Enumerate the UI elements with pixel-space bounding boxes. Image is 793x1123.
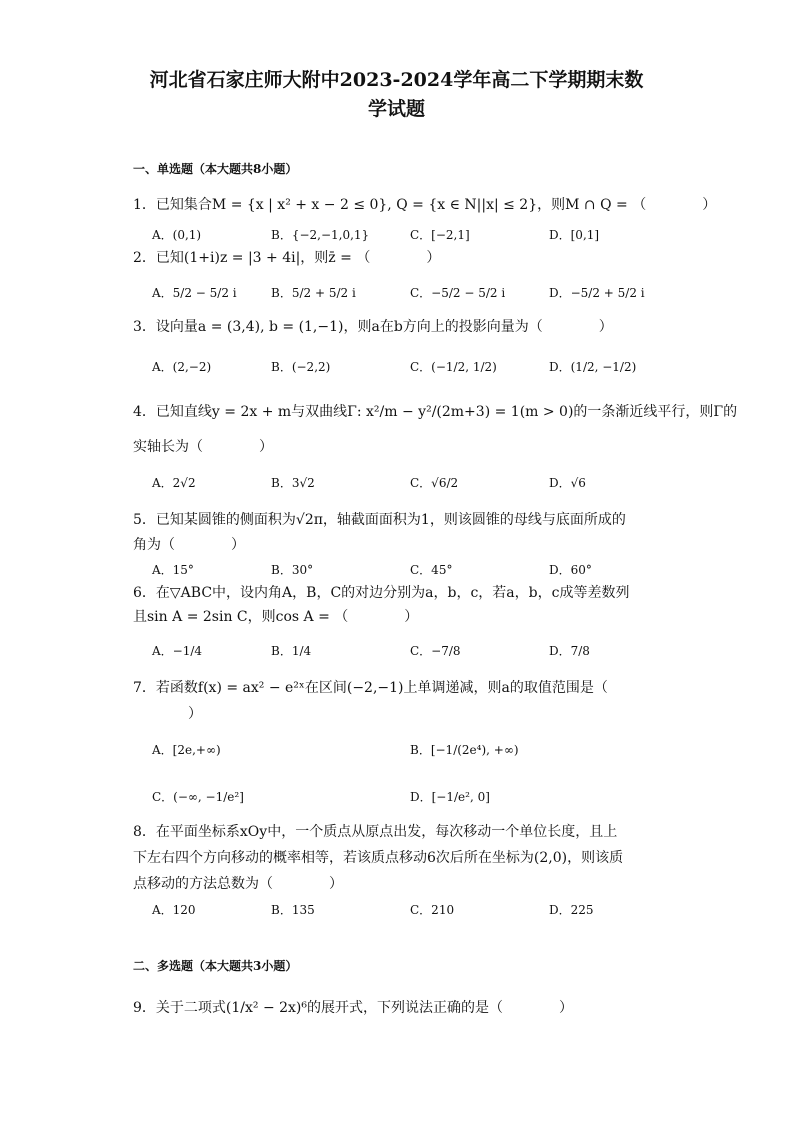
question-3-option-d: D．(1/2, −1/2) xyxy=(549,360,637,374)
question-1-option-b: B．{−2,−1,0,1} xyxy=(271,228,370,242)
question-8-option-c: C．210 xyxy=(410,903,455,917)
question-5-option-c: C．45° xyxy=(410,563,453,577)
question-7-option-a: A．[2e,+∞) xyxy=(152,743,221,757)
question-7-option-b: B．[−1/(2e⁴), +∞) xyxy=(410,743,519,757)
question-2-option-a: A．5/2 − 5/2 i xyxy=(152,286,237,300)
question-1-option-d: D．[0,1] xyxy=(549,228,600,242)
question-1-option-c: C．[−2,1] xyxy=(410,228,470,242)
question-1-option-a: A．(0,1) xyxy=(152,228,202,242)
section-heading-single-choice: 一、单选题（本大题共8小题） xyxy=(133,162,298,176)
question-3-option-b: B．(−2,2) xyxy=(271,360,331,374)
question-7-stem-line-2: ） xyxy=(188,706,202,722)
question-6-option-c: C．−7/8 xyxy=(410,644,461,658)
title-line-1: 河北省石家庄师大附中2023-2024学年高二下学期期末数 xyxy=(149,69,644,91)
question-5-option-d: D．60° xyxy=(549,563,592,577)
question-8-option-a: A．120 xyxy=(152,903,196,917)
question-5-option-b: B．30° xyxy=(271,563,314,577)
question-5-option-a: A．15° xyxy=(152,563,194,577)
question-4-option-b: B．3√2 xyxy=(271,476,315,490)
question-1-stem: 1．已知集合M = {x | x² + x − 2 ≤ 0}, Q = {x ∈ N||x| ≤ 2}，则M ∩ Q = （ ） xyxy=(133,197,717,213)
question-8-option-b: B．135 xyxy=(271,903,315,917)
question-2-option-d: D．−5/2 + 5/2 i xyxy=(549,286,645,300)
title-line-2: 学试题 xyxy=(367,98,425,120)
question-7-option-c: C．(−∞, −1/e²] xyxy=(152,790,244,804)
question-3-option-c: C．(−1/2, 1/2) xyxy=(410,360,497,374)
question-7-option-d: D．[−1/e², 0] xyxy=(410,790,490,804)
question-8-option-d: D．225 xyxy=(549,903,594,917)
question-6-option-b: B．1/4 xyxy=(271,644,312,658)
question-5-stem-line-1: 5．已知某圆锥的侧面积为√2π，轴截面面积为1，则该圆锥的母线与底面所成的 xyxy=(133,512,626,528)
question-8-stem-line-1: 8．在平面坐标系xOy中，一个质点从原点出发，每次移动一个单位长度，且上 xyxy=(133,824,618,840)
question-4-stem-line-1: 4．已知直线y = 2x + m与双曲线Γ: x²/m − y²/(2m+3) = 1(m > 0)的一条渐近线平行，则Γ的 xyxy=(133,404,738,420)
question-8-stem-line-2: 下左右四个方向移动的概率相等，若该质点移动6次后所在坐标为(2,0)，则该质 xyxy=(133,850,624,866)
question-7-stem-line-1: 7．若函数f(x) = ax² − e²ˣ在区间(−2,−1)上单调递减，则a的取值范围是（ xyxy=(133,680,608,696)
question-3-stem: 3．设向量a = (3,4), b = (1,−1)，则a在b方向上的投影向量为（ ） xyxy=(133,319,613,335)
question-4-stem-line-2: 实轴长为（ ） xyxy=(133,439,273,455)
question-2-option-c: C．−5/2 − 5/2 i xyxy=(410,286,506,300)
question-6-stem-line-2: 且sin A = 2sin C，则cos A = （ ） xyxy=(133,609,419,625)
question-6-option-a: A．−1/4 xyxy=(152,644,203,658)
section-heading-multiple-choice: 二、多选题（本大题共3小题） xyxy=(133,959,298,973)
question-8-stem-line-3: 点移动的方法总数为（ ） xyxy=(133,876,343,892)
question-6-stem-line-1: 6．在▽ABC中，设内角A，B，C的对边分别为a，b，c，若a，b，c成等差数列 xyxy=(133,585,630,601)
question-6-option-d: D．7/8 xyxy=(549,644,590,658)
question-3-option-a: A．(2,−2) xyxy=(152,360,212,374)
question-4-option-d: D．√6 xyxy=(549,476,586,490)
question-4-option-c: C．√6/2 xyxy=(410,476,459,490)
question-2-option-b: B．5/2 + 5/2 i xyxy=(271,286,356,300)
question-9-stem: 9．关于二项式(1/x² − 2x)⁶的展开式，下列说法正确的是（ ） xyxy=(133,1000,574,1016)
question-2-stem: 2．已知(1+i)z = |3 + 4i|，则z̄ = （ ） xyxy=(133,250,441,266)
question-4-option-a: A．2√2 xyxy=(152,476,196,490)
document-title xyxy=(120,66,673,124)
question-5-stem-line-2: 角为（ ） xyxy=(133,537,245,553)
